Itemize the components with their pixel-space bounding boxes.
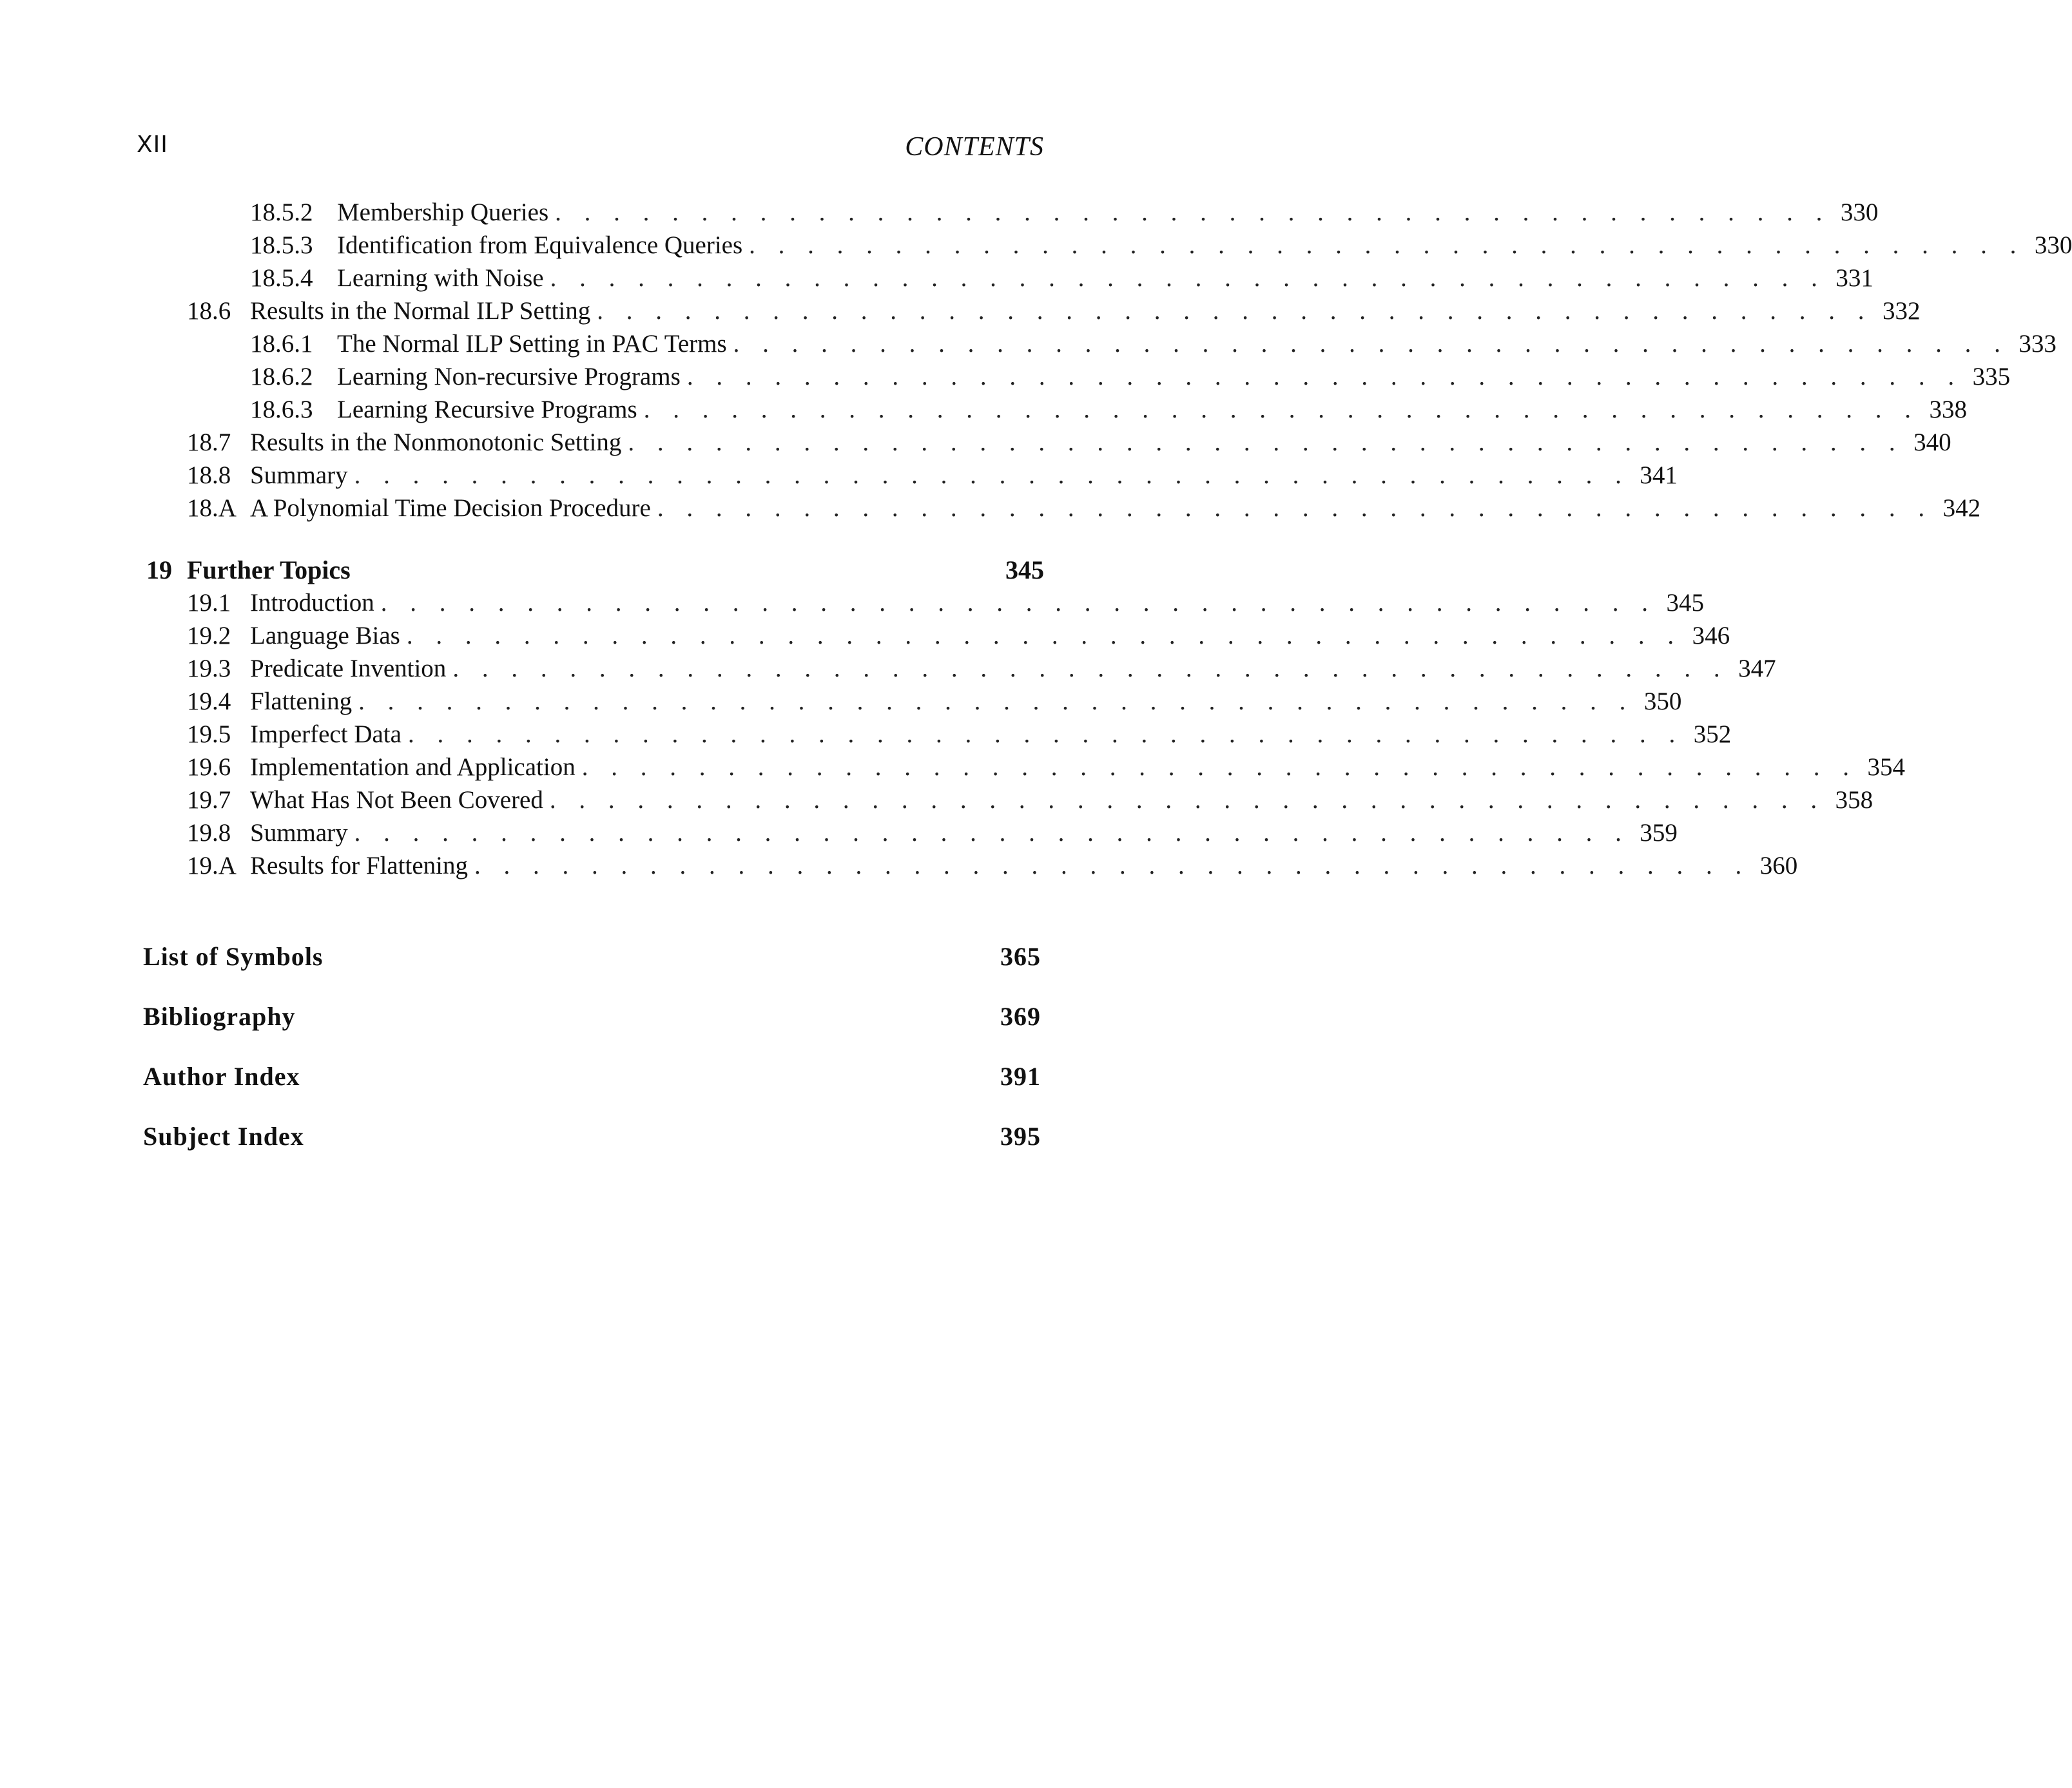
- dot-leader: . . . . . . . . . . . . . . . . . . . . . . . . . . . . . . . . . . . . . . . . . . . .: [354, 461, 1630, 489]
- toc-entry-number: 19.6: [187, 753, 231, 781]
- toc-entry-19-A[interactable]: [187, 849, 1798, 883]
- toc-entry-page: 347: [1738, 655, 1776, 682]
- toc-backmatter-title: Author Index: [143, 1062, 300, 1091]
- toc-entry-title: The Normal ILP Setting in PAC Terms: [337, 330, 727, 358]
- dot-leader: . . . . . . . . . . . . . . . . . . . . . . . . . . . . . . . . . . . . . . . . . . . .: [406, 622, 1683, 649]
- toc-entry-number: 19.5: [187, 720, 231, 748]
- toc-entry-title: What Has Not Been Covered: [250, 786, 543, 814]
- toc-entry-18-6-1[interactable]: [250, 327, 2057, 361]
- toc-entry-page: 331: [1835, 264, 1874, 292]
- dot-leader: . . . . . . . . . . . . . . . . . . . . . . . . . . . . . . . . . . . . . . . . . . . .: [407, 720, 1684, 748]
- toc-entry-title: Identification from Equivalence Queries: [337, 231, 743, 259]
- toc-chapter-19[interactable]: [146, 553, 1044, 587]
- toc-backmatter-page: 369: [1000, 1002, 1041, 1031]
- toc-entry-title: Membership Queries: [337, 198, 549, 226]
- toc-entry-18-A[interactable]: [187, 492, 1981, 525]
- toc-author-index[interactable]: [143, 1060, 1041, 1093]
- toc-entry-19-8[interactable]: [187, 816, 1678, 850]
- toc-entry-18-6[interactable]: [187, 294, 1921, 328]
- toc-entry-title: Learning Recursive Programs: [337, 396, 637, 423]
- toc-entry-title: Predicate Invention: [250, 655, 447, 682]
- toc-entry-page: 335: [1972, 363, 2011, 390]
- dot-leader: . . . . . . . . . . . . . . . . . . . . . . . . . . . . . . . . . . . . . . . . . . . .: [354, 819, 1630, 847]
- page-header: [137, 131, 1044, 170]
- dot-leader: . . . . . . . . . . . . . . . . . . . . . . . . . . . . . . . . . . . . . . . . . . . .: [380, 589, 1657, 617]
- dot-leader: . . . . . . . . . . . . . . . . . . . . . . . . . . . . . . . . . . . . . . . . . . . .: [643, 396, 1919, 423]
- dot-leader: . . . . . . . . . . . . . . . . . . . . . . . . . . . . . . . . . . . . . . . . . . . .: [657, 494, 1933, 522]
- dot-leader: . . . . . . . . . . . . . . . . . . . . . . . . . . . . . . . . . . . . . . . . . . . .: [581, 753, 1857, 781]
- toc-entry-number: 19.2: [187, 622, 231, 649]
- toc-entry-number: 19.1: [187, 589, 231, 617]
- toc-entry-number: 19.8: [187, 819, 231, 847]
- toc-backmatter-page: 365: [1000, 942, 1041, 971]
- toc-entry-18-5-2[interactable]: [250, 196, 1879, 229]
- dot-leader: . . . . . . . . . . . . . . . . . . . . . . . . . . . . . . . . . . . . . . . . . . . .: [474, 852, 1750, 880]
- toc-entry-18-6-2[interactable]: [250, 360, 2011, 394]
- toc-entry-number: 19.4: [187, 687, 231, 715]
- toc-entry-page: 341: [1640, 461, 1678, 489]
- dot-leader: . . . . . . . . . . . . . . . . . . . . . . . . . . . . . . . . . . . . . . . . . . . .: [549, 786, 1826, 814]
- toc-entry-18-7[interactable]: [187, 426, 1951, 459]
- toc-entry-page: 332: [1883, 297, 1921, 325]
- toc-entry-page: 346: [1692, 622, 1730, 649]
- toc-entry-title: Summary: [250, 819, 348, 847]
- toc-entry-18-6-3[interactable]: [250, 393, 1967, 427]
- toc-backmatter-page: 391: [1000, 1062, 1041, 1091]
- toc-entry-page: 352: [1693, 720, 1732, 748]
- toc-entry-title: Implementation and Application: [250, 753, 576, 781]
- toc-entry-page: 330: [1840, 198, 1879, 226]
- running-title: CONTENTS: [905, 132, 1044, 162]
- toc-entry-page: 333: [2019, 330, 2057, 358]
- dot-leader: . . . . . . . . . . . . . . . . . . . . . . . . . . . . . . . . . . . . . . . . . . . .: [555, 198, 1831, 226]
- toc-entry-number: 18.5.2: [250, 198, 313, 226]
- toc-entry-page: 340: [1913, 428, 1951, 456]
- toc-backmatter-title: List of Symbols: [143, 942, 324, 971]
- toc-entry-19-6[interactable]: [187, 751, 1905, 784]
- toc-subject-index[interactable]: [143, 1120, 1041, 1153]
- toc-entry-title: Results for Flattening: [250, 852, 468, 880]
- dot-leader: . . . . . . . . . . . . . . . . . . . . . . . . . . . . . . . . . . . . . . . . . . . .: [550, 264, 1826, 292]
- toc-entry-title: Flattening: [250, 687, 353, 715]
- toc-entry-title: Language Bias: [250, 622, 400, 649]
- toc-entry-number: 18.5.4: [250, 264, 313, 292]
- toc-entry-number: 18.7: [187, 428, 231, 456]
- toc-chapter-page: 345: [1005, 555, 1044, 584]
- toc-entry-page: 350: [1643, 687, 1682, 715]
- toc-entry-19-1[interactable]: [187, 586, 1705, 620]
- toc-entry-title: Learning with Noise: [337, 264, 544, 292]
- toc-entry-title: Results in the Normal ILP Setting: [250, 297, 591, 325]
- toc-bibliography[interactable]: [143, 1000, 1041, 1033]
- dot-leader: . . . . . . . . . . . . . . . . . . . . . . . . . . . . . . . . . . . . . . . . . . . .: [686, 363, 1963, 390]
- toc-entry-page: 330: [2034, 231, 2072, 259]
- toc-backmatter-title: Subject Index: [143, 1122, 304, 1151]
- toc-entry-page: 345: [1666, 589, 1705, 617]
- toc-entry-page: 354: [1867, 753, 1905, 781]
- toc-entry-page: 359: [1640, 819, 1678, 847]
- dot-leader: . . . . . . . . . . . . . . . . . . . . . . . . . . . . . . . . . . . . . . . . . . . .: [452, 655, 1728, 682]
- toc-entry-18-5-3[interactable]: [250, 229, 2072, 262]
- toc-entry-title: Learning Non-recursive Programs: [337, 363, 681, 390]
- toc-entry-number: 18.A: [187, 494, 237, 522]
- toc-entry-title: Introduction: [250, 589, 374, 617]
- toc-list-of-symbols[interactable]: [143, 940, 1041, 974]
- toc-entry-title: Imperfect Data: [250, 720, 402, 748]
- toc-entry-19-7[interactable]: [187, 783, 1874, 817]
- toc-entry-number: 18.6.3: [250, 396, 313, 423]
- toc-entry-title: Summary: [250, 461, 348, 489]
- toc-entry-page: 358: [1835, 786, 1874, 814]
- toc-entry-number: 19.3: [187, 655, 231, 682]
- toc-entry-page: 338: [1929, 396, 1967, 423]
- toc-entry-19-2[interactable]: [187, 619, 1730, 653]
- dot-leader: . . . . . . . . . . . . . . . . . . . . . . . . . . . . . . . . . . . . . . . . . . . .: [358, 687, 1634, 715]
- dot-leader: . . . . . . . . . . . . . . . . . . . . . . . . . . . . . . . . . . . . . . . . . . . .: [597, 297, 1873, 325]
- toc-entry-number: 18.6.1: [250, 330, 313, 358]
- toc-chapter-number: 19: [146, 555, 172, 584]
- toc-backmatter-title: Bibliography: [143, 1002, 296, 1031]
- toc-entry-title: Results in the Nonmonotonic Setting: [250, 428, 622, 456]
- toc-entry-number: 18.6: [187, 297, 231, 325]
- toc-chapter-title: Further Topics: [187, 555, 351, 584]
- page-number: XII: [137, 131, 168, 158]
- toc-entry-number: 18.6.2: [250, 363, 313, 390]
- toc-entry-number: 18.5.3: [250, 231, 313, 259]
- toc-entry-title: A Polynomial Time Decision Procedure: [250, 494, 651, 522]
- toc-entry-19-4[interactable]: [187, 685, 1682, 718]
- toc-entry-number: 18.8: [187, 461, 231, 489]
- toc-backmatter-page: 395: [1000, 1122, 1041, 1151]
- toc-entry-19-3[interactable]: [187, 652, 1776, 686]
- toc-entry-page: 360: [1759, 852, 1798, 880]
- toc-entry-number: 19.A: [187, 852, 237, 880]
- toc-entry-page: 342: [1942, 494, 1981, 522]
- toc-entry-19-5[interactable]: [187, 718, 1732, 751]
- dot-leader: . . . . . . . . . . . . . . . . . . . . . . . . . . . . . . . . . . . . . . . . . . . .: [733, 330, 2009, 358]
- toc-entry-18-5-4[interactable]: [250, 262, 1874, 295]
- toc-entry-18-8[interactable]: [187, 459, 1678, 492]
- toc-entry-number: 19.7: [187, 786, 231, 814]
- dot-leader: . . . . . . . . . . . . . . . . . . . . . . . . . . . . . . . . . . . . . . . . . . . .: [749, 231, 2025, 259]
- dot-leader: . . . . . . . . . . . . . . . . . . . . . . . . . . . . . . . . . . . . . . . . . . . .: [628, 428, 1904, 456]
